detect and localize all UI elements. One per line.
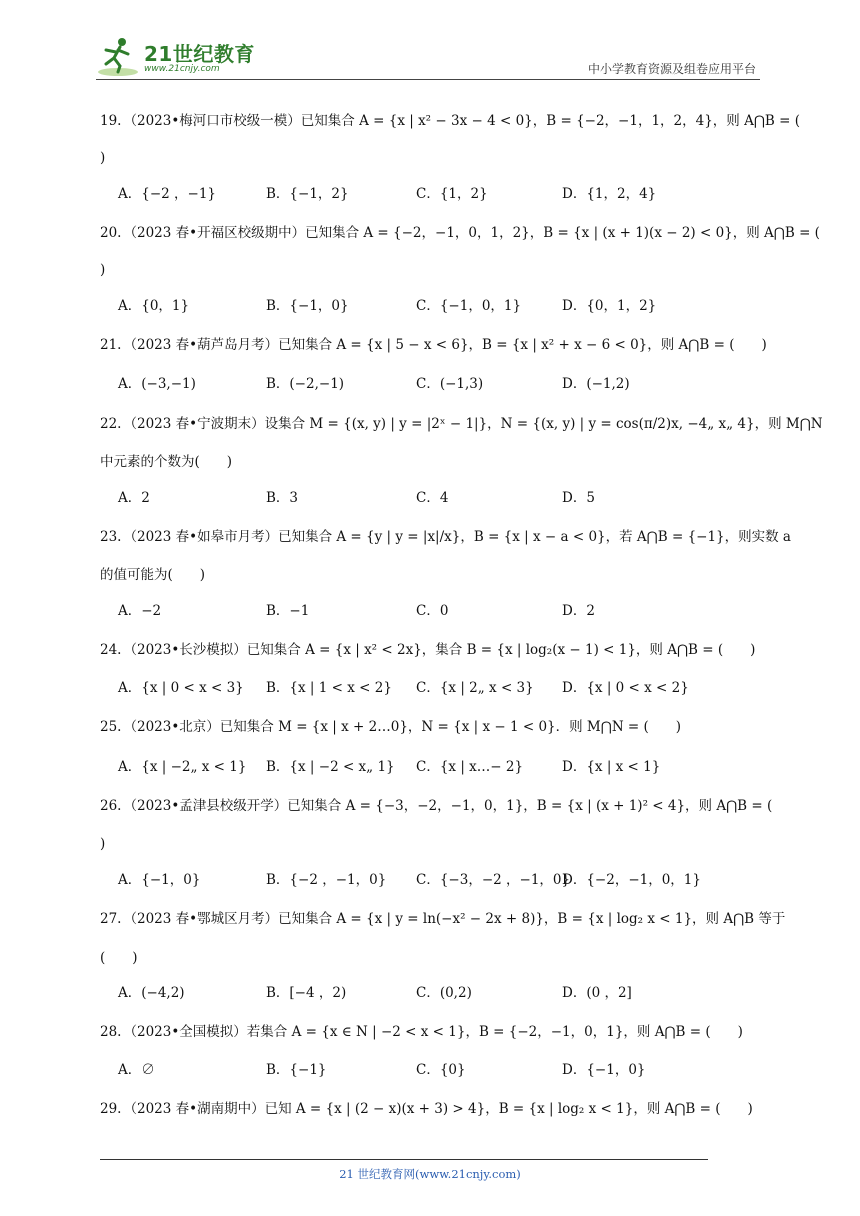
answer-option[interactable]: D．{1，2，4} — [562, 186, 657, 202]
footer-divider — [100, 1159, 708, 1160]
answer-option[interactable]: C．{x | x…− 2} — [416, 759, 524, 775]
question-continuation: 中元素的个数为( ) — [100, 454, 233, 470]
answer-option[interactable]: A．2 — [118, 490, 150, 506]
question-21 — [100, 335, 767, 355]
question-text: （2023•北京）已知集合 M = {x | x + 2…0}，N = {x | x − 1 < 0}．则 M⋂N = ( ) — [123, 719, 682, 735]
answer-option[interactable]: C．{−1，0，1} — [416, 298, 522, 314]
answer-option[interactable]: C．{0} — [416, 1062, 466, 1078]
answer-option[interactable]: B．−1 — [266, 603, 310, 619]
question-20 — [100, 223, 820, 243]
footer-link[interactable]: 21 世纪教育网(www.21cnjy.com) — [339, 1167, 521, 1181]
question-number: 21. — [100, 337, 122, 353]
question-continuation: ) — [100, 262, 106, 278]
answer-option[interactable]: D．{x | 0 < x < 2} — [562, 680, 689, 696]
site-logo[interactable] — [96, 34, 266, 80]
question-continuation: ( ) — [100, 950, 138, 966]
answer-option[interactable]: C．(−1,3) — [416, 376, 484, 392]
header-divider — [96, 79, 760, 80]
logo-text: 21世纪教育 — [144, 42, 255, 66]
answer-option[interactable]: C．{−3，−2 ，−1，0} — [416, 872, 571, 888]
answer-option[interactable]: B．{x | 1 < x < 2} — [266, 680, 392, 696]
question-22 — [100, 414, 823, 434]
answer-option[interactable]: A．−2 — [118, 603, 162, 619]
question-number: 24. — [100, 642, 122, 658]
logo-url: www.21cnjy.com — [144, 64, 220, 74]
answer-option[interactable]: B．{−1} — [266, 1062, 327, 1078]
answer-option[interactable]: C．4 — [416, 490, 449, 506]
question-text: （2023 春•鄂城区月考）已知集合 A = {x | y = ln(−x² − 2x + 8)}，B = {x | log₂ x < 1}，则 A⋂B 等于 — [123, 911, 786, 927]
question-23 — [100, 527, 791, 547]
answer-option[interactable]: D．{0，1，2} — [562, 298, 657, 314]
question-continuation: ) — [100, 836, 106, 852]
question-19 — [100, 111, 801, 131]
question-text: （2023 春•如皋市月考）已知集合 A = {y | y = |x|/x}，B = {x | x − a < 0}，若 A⋂B = {−1}，则实数 a — [123, 529, 791, 545]
answer-option[interactable]: D．(−1,2) — [562, 376, 630, 392]
answer-option[interactable]: A．{−2 ，−1} — [118, 186, 217, 202]
answer-option[interactable]: A．∅ — [118, 1062, 155, 1078]
answer-option[interactable]: D．{x | x < 1} — [562, 759, 661, 775]
question-continuation: 的值可能为( ) — [100, 567, 206, 583]
question-text: （2023 春•葫芦岛月考）已知集合 A = {x | 5 − x < 6}，B = {x | x² + x − 6 < 0}，则 A⋂B = ( ) — [123, 337, 767, 353]
answer-option[interactable]: B．{−1，2} — [266, 186, 349, 202]
answer-option[interactable]: D．5 — [562, 490, 595, 506]
question-text: （2023 春•宁波期末）设集合 M = {(x, y) | y = |2ˣ − 1|}，N = {(x, y) | y = cos(π/2)x, −4„ x„ 4}，则 M⋂N — [123, 416, 823, 432]
answer-option[interactable]: D．2 — [562, 603, 595, 619]
runner-icon — [96, 34, 140, 78]
question-number: 20. — [100, 225, 122, 241]
question-text: （2023•长沙模拟）已知集合 A = {x | x² < 2x}，集合 B = {x | log₂(x − 1) < 1}，则 A⋂B = ( ) — [123, 642, 756, 658]
question-text: （2023•全国模拟）若集合 A = {x ∈ N | −2 < x < 1}，B = {−2，−1，0，1}，则 A⋂B = ( ) — [123, 1024, 743, 1040]
question-25 — [100, 717, 760, 737]
answer-option[interactable]: C．(0,2) — [416, 985, 472, 1001]
question-continuation: ) — [100, 150, 106, 166]
question-29 — [100, 1099, 760, 1119]
answer-option[interactable]: C．0 — [416, 603, 449, 619]
question-28 — [100, 1022, 760, 1042]
question-number: 22. — [100, 416, 122, 432]
answer-option[interactable]: B．3 — [266, 490, 299, 506]
page-header — [0, 0, 860, 80]
platform-title: 中小学教育资源及组卷应用平台 — [587, 62, 756, 76]
question-24 — [100, 640, 760, 660]
question-26 — [100, 796, 773, 816]
answer-option[interactable]: A．(−4,2) — [118, 985, 185, 1001]
answer-option[interactable]: B．{−1，0} — [266, 298, 349, 314]
answer-option[interactable]: C．{1，2} — [416, 186, 488, 202]
answer-option[interactable]: D．{−2，−1，0，1} — [562, 872, 701, 888]
answer-option[interactable]: B．{−2 ，−1，0} — [266, 872, 387, 888]
answer-option[interactable]: B．{x | −2 < x„ 1} — [266, 759, 395, 775]
question-27 — [100, 909, 786, 929]
question-text: （2023•梅河口市校级一模）已知集合 A = {x | x² − 3x − 4 < 0}，B = {−2，−1，1，2，4}，则 A⋂B = ( — [123, 113, 801, 129]
question-number: 23. — [100, 529, 122, 545]
question-text: （2023•孟津县校级开学）已知集合 A = {−3，−2，−1，0，1}，B = {x | (x + 1)² < 4}，则 A⋂B = ( — [123, 798, 773, 814]
answer-option[interactable]: D．{−1，0} — [562, 1062, 646, 1078]
answer-option[interactable]: A．(−3,−1) — [118, 376, 196, 392]
answer-option[interactable]: A．{x | 0 < x < 3} — [118, 680, 244, 696]
answer-option[interactable]: A．{0，1} — [118, 298, 190, 314]
question-number: 27. — [100, 911, 122, 927]
answer-option[interactable]: A．{x | −2„ x < 1} — [118, 759, 247, 775]
answer-option[interactable]: A．{−1，0} — [118, 872, 201, 888]
answer-option[interactable]: C．{x | 2„ x < 3} — [416, 680, 534, 696]
question-text: （2023 春•开福区校级期中）已知集合 A = {−2，−1，0，1，2}，B = {x | (x + 1)(x − 2) < 0}，则 A⋂B = ( — [123, 225, 820, 241]
answer-option[interactable]: B．(−2,−1) — [266, 376, 345, 392]
question-number: 19. — [100, 113, 122, 129]
question-number: 28. — [100, 1024, 122, 1040]
question-number: 26. — [100, 798, 122, 814]
question-number: 29. — [100, 1101, 122, 1117]
question-text: （2023 春•湖南期中）已知 A = {x | (2 − x)(x + 3) > 4}，B = {x | log₂ x < 1}，则 A⋂B = ( ) — [123, 1101, 753, 1117]
question-number: 25. — [100, 719, 122, 735]
answer-option[interactable]: D．(0 ，2] — [562, 985, 632, 1001]
answer-option[interactable]: B．[−4 ，2) — [266, 985, 347, 1001]
